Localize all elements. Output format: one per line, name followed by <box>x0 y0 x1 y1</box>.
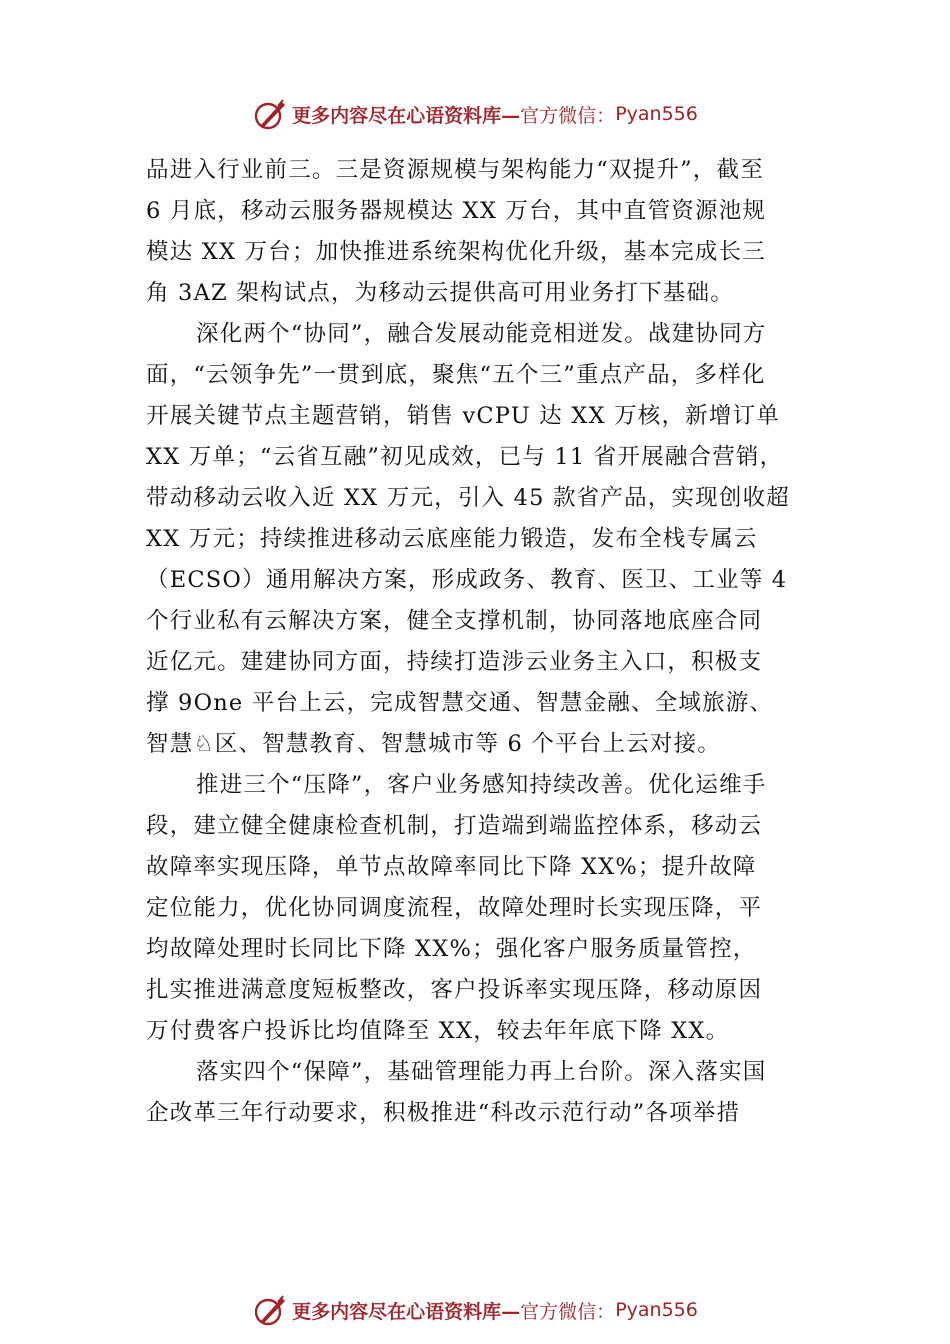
header-banner <box>0 92 950 136</box>
document-body <box>146 150 836 1134</box>
text-line: 段，建立健全健康检查机制，打造端到端监控体系，移动云 <box>146 813 763 839</box>
text-line: 推进三个“压降”，客户业务感知持续改善。优化运维手 <box>196 772 767 798</box>
text-line: 模达 XX 万台；加快推进系统架构优化升级，基本完成长三 <box>146 239 766 265</box>
text-line: 企改革三年行动要求，积极推进“科改示范行动”各项举措 <box>146 1100 741 1126</box>
banner-contact-id: Pyan556 <box>615 1299 698 1321</box>
footer-banner <box>0 1288 950 1332</box>
text-line: 均故障处理时长同比下降 XX%；强化客户服务质量管控， <box>146 936 757 962</box>
text-line: 智慧♘区、智慧教育、智慧城市等 6 个平台上云对接。 <box>146 731 721 757</box>
text-line: 定位能力，优化协同调度流程，故障处理时长实现压降，平 <box>146 895 763 921</box>
text-line: 撑 9One 平台上云，完成智慧交通、智慧金融、全域旅游、 <box>146 690 774 716</box>
quill-pen-logo-icon <box>252 1292 288 1328</box>
banner-contact-id: Pyan556 <box>615 103 698 125</box>
banner-slogan: 更多内容尽在心语资料库— <box>292 104 521 127</box>
banner-contact-label: 官方微信： <box>520 1300 616 1323</box>
banner-contact-label: 官方微信： <box>520 104 616 127</box>
text-line: 个行业私有云解决方案，健全支撑机制，协同落地底座合同 <box>146 608 763 634</box>
text-line: 角 3AZ 架构试点，为移动云提供高可用业务打下基础。 <box>146 280 734 306</box>
text-line: 深化两个“协同”，融合发展动能竞相迸发。战建协同方 <box>196 321 767 347</box>
text-line: 面，“云领争先”一贯到底，聚焦“五个三”重点产品，多样化 <box>146 362 766 388</box>
text-line: 万付费客户投诉比均值降至 XX，较去年年底下降 XX。 <box>146 1018 730 1044</box>
text-line: 开展关键节点主题营销，销售 vCPU 达 XX 万核，新增订单 <box>146 403 780 429</box>
text-line: XX 万单；“云省互融”初见成效，已与 11 省开展融合营销， <box>146 444 784 470</box>
banner-slogan: 更多内容尽在心语资料库— <box>292 1300 521 1323</box>
text-line: 近亿元。建建协同方面，持续打造涉云业务主入口，积极支 <box>146 649 763 675</box>
text-line: 6 月底，移动云服务器规模达 XX 万台，其中直管资源池规 <box>146 198 767 224</box>
text-line: 扎实推进满意度短板整改，客户投诉率实现压降，移动原因 <box>146 977 763 1003</box>
text-line: 带动移动云收入近 XX 万元，引入 45 款省产品，实现创收超 <box>146 485 790 511</box>
text-line: 故障率实现压降，单节点故障率同比下降 XX%；提升故障 <box>146 854 757 880</box>
text-line: XX 万元；持续推进移动云底座能力锻造，发布全栈专属云 <box>146 526 758 552</box>
quill-pen-logo-icon <box>252 96 288 132</box>
text-line: 落实四个“保障”，基础管理能力再上台阶。深入落实国 <box>196 1059 767 1085</box>
text-line: （ECSO）通用解决方案，形成政务、教育、医卫、工业等 4 <box>146 567 788 593</box>
text-line: 品进入行业前三。三是资源规模与架构能力“双提升”，截至 <box>146 157 764 183</box>
